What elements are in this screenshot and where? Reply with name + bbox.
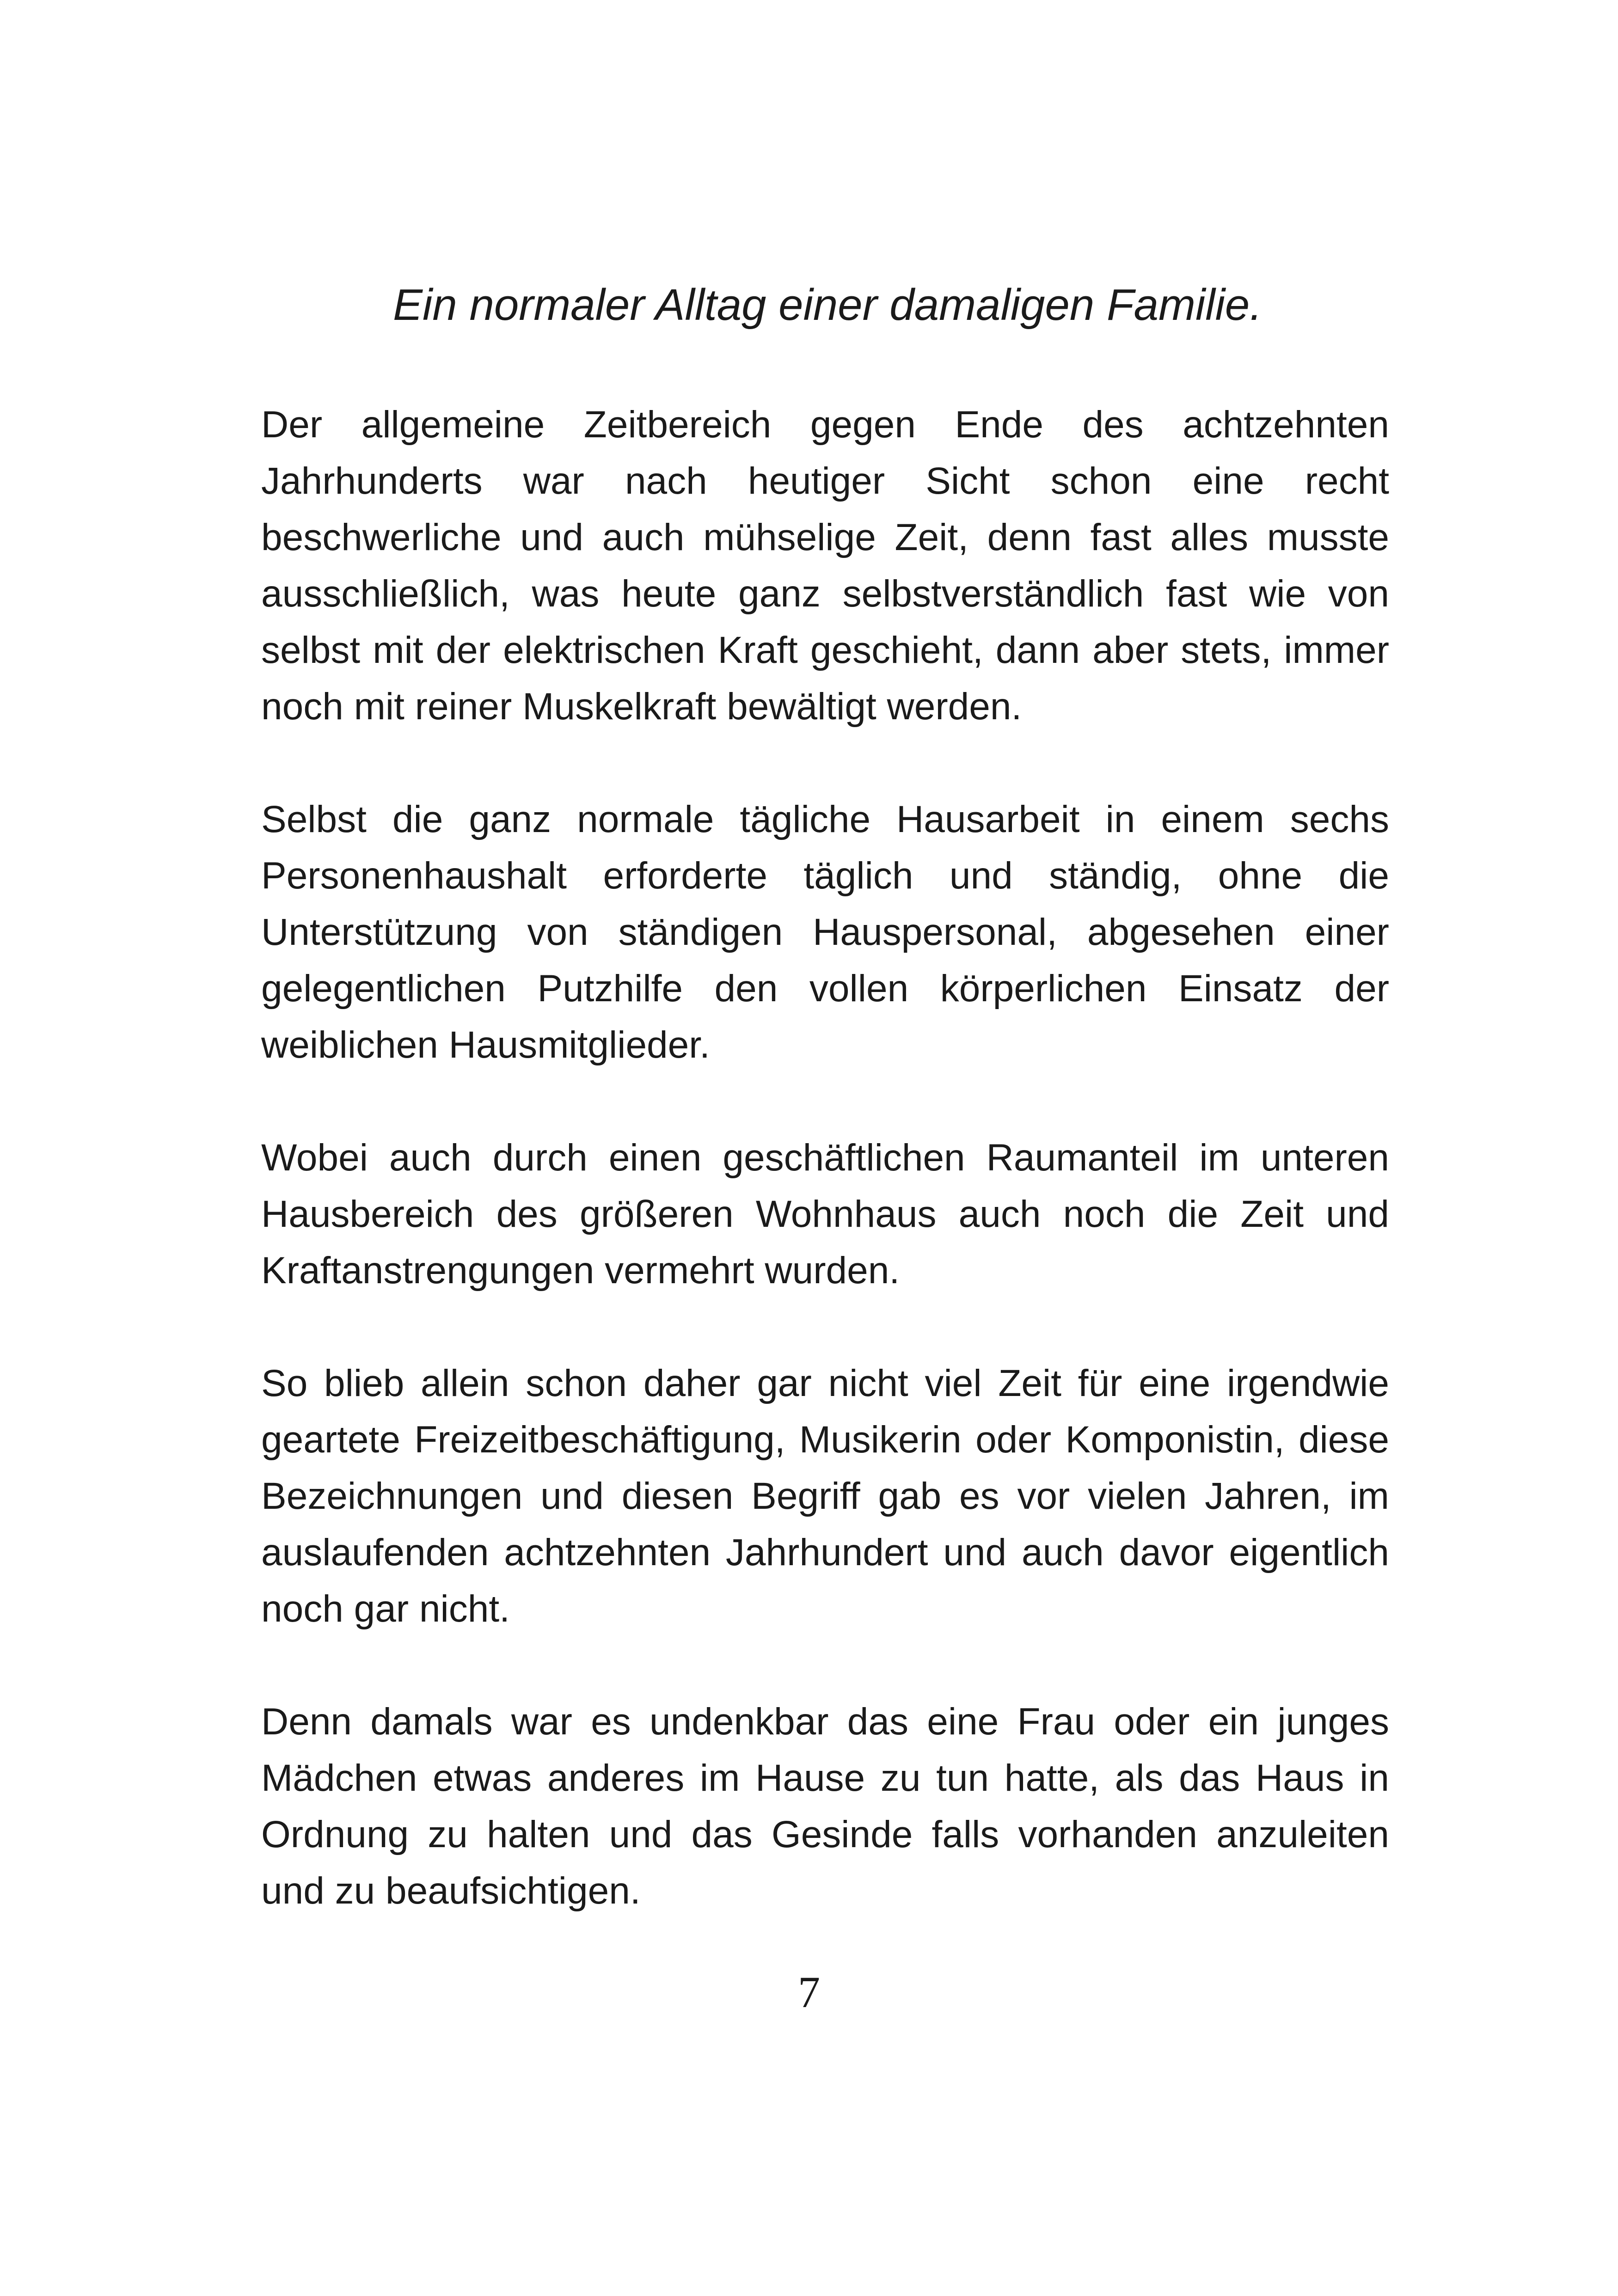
paragraph-4: So blieb allein schon daher gar nicht viel Zeit für eine irgendwie geartete Freizeitbeschäftigung, Musikerin oder Komponistin, diese Bezeichnungen und diesen Begriff gab es vor vielen Jahren, im auslaufenden achtzehnten Jahrhundert und auch davor eigentlich noch gar nicht. xyxy=(261,1362,1389,1630)
paragraph-5: Denn damals war es undenkbar das eine Frau oder ein junges Mädchen etwas anderes im Hause zu tun hatte, als das Haus in Ordnung zu halten und das Gesinde falls vorhanden anzuleiten und zu beaufsichtigen. xyxy=(261,1701,1389,1912)
page-number: 7 xyxy=(798,1967,820,2017)
body-text xyxy=(261,397,1389,1976)
paragraph-2: Selbst die ganz normale tägliche Hausarbeit in einem sechs Personenhaushalt erforderte täglich und ständig, ohne die Unterstützung von ständigen Hauspersonal, abgesehen einer gelegentlichen Putzhilfe den vollen körperlichen Einsatz der weiblichen Hausmitglieder. xyxy=(261,798,1389,1066)
paragraph-1: Der allgemeine Zeitbereich gegen Ende des achtzehnten Jahrhunderts war nach heutiger Sicht schon eine recht beschwerliche und auch mühselige Zeit, denn fast alles musste ausschließlich, was heute ganz selbstverständlich fast wie von selbst mit der elektrischen Kraft geschieht, dann aber stets, immer noch mit reiner Muskelkraft bewältigt werden. xyxy=(261,404,1389,728)
paragraph-3: Wobei auch durch einen geschäftlichen Raumanteil im unteren Hausbereich des größeren Wohnhaus auch noch die Zeit und Kraftanstrengungen vermehrt wurden. xyxy=(261,1137,1389,1292)
chapter-title: Ein normaler Alltag einer damaligen Familie. xyxy=(393,280,1262,330)
